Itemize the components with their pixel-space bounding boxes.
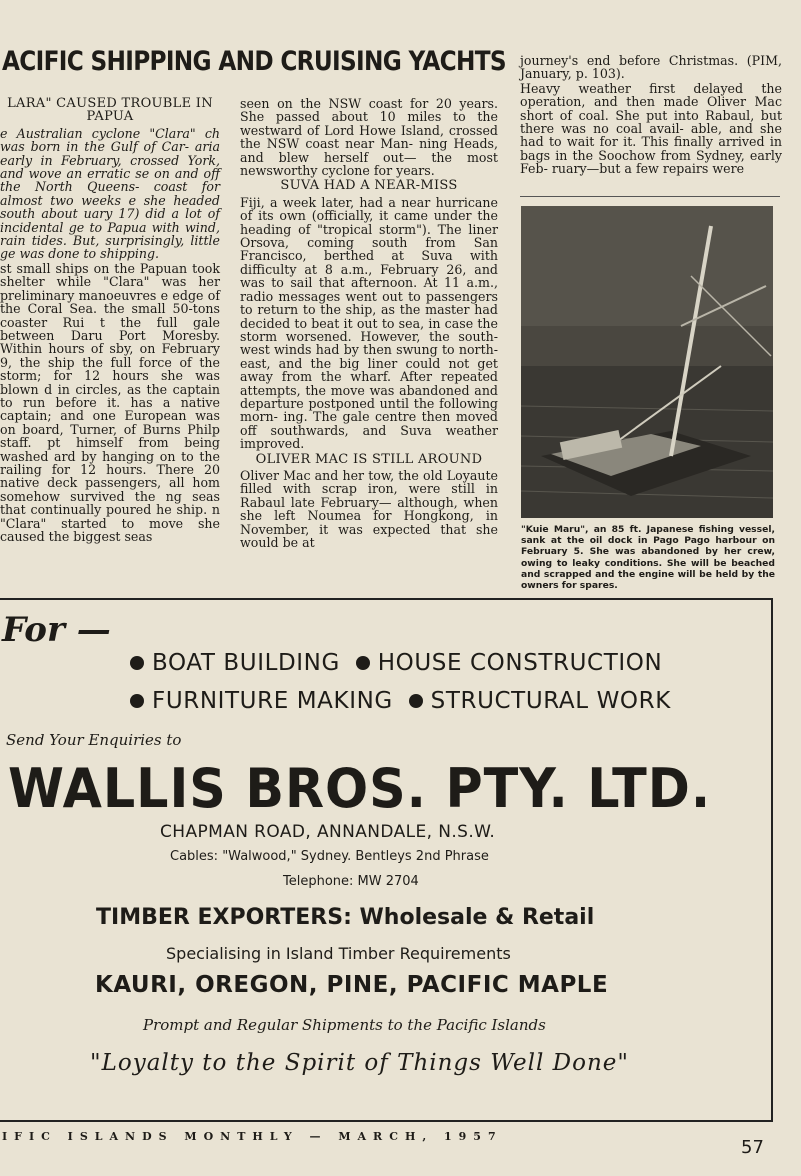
ad-bullet-item: BOAT BUILDING bbox=[152, 650, 340, 676]
subhead-oliver-mac: OLIVER MAC IS STILL AROUND bbox=[255, 451, 483, 467]
ad-shipments: Prompt and Regular Shipments to the Pacific Islands bbox=[143, 1016, 546, 1034]
paragraph-weather: Heavy weather first delayed the operation, and then made Oliver Mac short of coal. She put into Rabaul, but there was no coal avail- able, and she had to wait for it. This finally arrived in bags in the Soochow from Sydney, early Feb- ruary—but a few repairs were bbox=[520, 80, 782, 177]
shipwreck-photo bbox=[521, 206, 773, 518]
article-column-2 bbox=[240, 97, 498, 550]
ad-bullets-line-2 bbox=[130, 688, 671, 714]
subhead-clara: LARA" CAUSED TROUBLE IN PAPUA bbox=[7, 96, 213, 125]
intro-paragraph: e Australian cyclone "Clara" ch was born in the Gulf of Car- aria early in February, crossed York, and wove an erratic se on and off the North Queens- coast for almost two weeks e she headed south about uary 17) did a lot of incidental ge to Papua with wind, rain tides. But, surprisingly, little ge was done to shipping. bbox=[0, 125, 220, 262]
bullet-icon bbox=[356, 656, 370, 670]
photo-caption: "Kuie Maru", an 85 ft. Japanese fishing vessel, sank at the oil dock in Pago Pago harbour on February 5. She was abandoned by her crew, owing to leaky conditions. She will be beached and scrapped and the engine will be held by the owners for spares. bbox=[521, 524, 775, 592]
article-column-1 bbox=[0, 95, 220, 544]
paragraph-oliver-mac: Oliver Mac and her tow, the old Loyaute filled with scrap iron, were still in Rabaul late February— although, when she left Noumea for Hongkong, in November, it was expected that she would be at bbox=[240, 467, 498, 550]
ad-specialising: Specialising in Island Timber Requirements bbox=[166, 944, 511, 963]
article-headline: ACIFIC SHIPPING AND CRUISING YACHTS bbox=[2, 46, 506, 77]
ad-timber-exporters: TIMBER EXPORTERS: Wholesale & Retail bbox=[96, 905, 595, 930]
bullet-icon bbox=[130, 656, 144, 670]
ad-for-heading: For — bbox=[2, 610, 111, 650]
paragraph-journey: journey's end before Christmas. (PIM, January, p. 103). bbox=[520, 53, 782, 82]
page-number: 57 bbox=[741, 1137, 764, 1158]
page-footer: IFIC ISLANDS MONTHLY — MARCH, 1957 bbox=[2, 1130, 503, 1143]
paragraph-suva: Fiji, a week later, had a near hurricane of its own (officially, it came under the heading of "tropical storm"). The liner Orsova, coming south from San Francisco, berthed at Suva with difficulty at 8 a.m., February 26, and was to sail that afternoon. At 11 a.m., radio messages went out to passengers to return to the ship, as the master had decided to beat it out to sea, in case the storm worsened. However, the south-west winds had by then swung to north-east, and the big liner could not get away from the wharf. After repeated attempts, the move was abandoned and departure postponed until the following morn- ing. The gale centre then moved off southwards, and Suva weather improved. bbox=[240, 194, 498, 452]
ad-telephone: Telephone: MW 2704 bbox=[283, 874, 419, 889]
bullet-icon bbox=[409, 694, 423, 708]
column-rule bbox=[520, 196, 780, 197]
body-paragraph: st small ships on the Papuan took shelter while "Clara" was her preliminary manoeuvres e edge of the Coral Sea. the small 50-tons coaster Rui t the full gale between Daru Port Moresby. Within hours of sby, on February 9, the ship the full force of the storm; for 12 hours she was blown d in circles, as the captain to run before it. has a native captain; and one European was on board, Turner, of Burns Philp staff. pt himself from being washed ard by hanging on to the railing for 12 hours. There 20 native deck passengers, all hom somehow survived the ng seas that continually poured he ship. n "Clara" started to move she caused the biggest seas bbox=[0, 260, 220, 544]
subhead-suva: SUVA HAD A NEAR-MISS bbox=[280, 178, 458, 194]
ad-cables: Cables: "Walwood," Sydney. Bentleys 2nd Phrase bbox=[170, 849, 489, 864]
ad-motto: "Loyalty to the Spirit of Things Well Done" bbox=[90, 1050, 629, 1076]
ad-bullet-item: FURNITURE MAKING bbox=[152, 688, 393, 714]
paragraph-nsw: seen on the NSW coast for 20 years. She passed about 10 miles to the westward of Lord Howe Island, crossed the NSW coast near Man- ning Heads, and blew herself out— the most newsworthy cyclone for years. bbox=[240, 96, 498, 179]
ad-timber-species: KAURI, OREGON, PINE, PACIFIC MAPLE bbox=[95, 972, 609, 998]
article-column-3 bbox=[520, 54, 782, 177]
ad-address: CHAPMAN ROAD, ANNANDALE, N.S.W. bbox=[160, 822, 496, 842]
ad-company-name: WALLIS BROS. PTY. LTD. bbox=[8, 757, 712, 820]
ad-bullet-item: HOUSE CONSTRUCTION bbox=[377, 650, 663, 676]
bullet-icon bbox=[130, 694, 144, 708]
ad-bullet-item: STRUCTURAL WORK bbox=[430, 688, 671, 714]
ad-bullets-line-1 bbox=[130, 650, 662, 676]
ad-send-enquiries: Send Your Enquiries to bbox=[6, 731, 182, 749]
